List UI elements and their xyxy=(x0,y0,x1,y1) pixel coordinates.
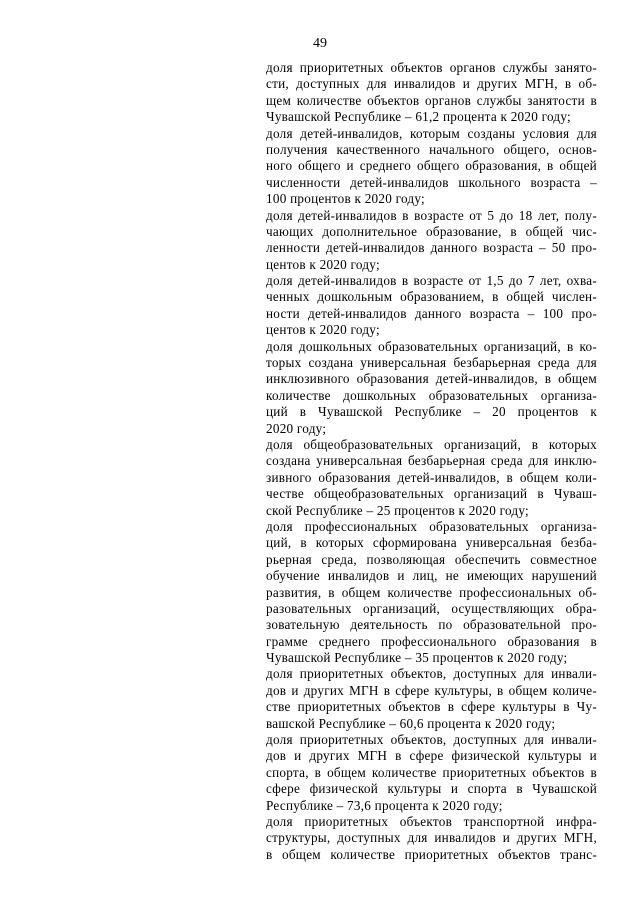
text-line: в общем количестве приоритетных объектов транс- xyxy=(266,846,597,862)
document-body xyxy=(266,60,597,863)
text-line: чающих дополнительное образование, в общей чис- xyxy=(266,223,597,239)
text-line: Республике – 73,6 процента к 2020 году; xyxy=(266,797,503,813)
text-line: доля дошкольных образовательных организаций, в ко- xyxy=(266,338,597,354)
text-line: ской Республике – 25 процентов к 2020 году; xyxy=(266,502,529,518)
text-line: центов к 2020 году; xyxy=(266,322,380,338)
text-line: доля приоритетных объектов, доступных для инвали- xyxy=(266,666,597,682)
text-line: честве общеобразовательных организаций в Чуваш- xyxy=(266,486,597,502)
text-line: доля приоритетных объектов, доступных для инвали- xyxy=(266,732,597,748)
text-line: грамме среднего профессионального образования в xyxy=(266,633,597,649)
text-line: доля профессиональных образовательных организа- xyxy=(266,518,597,534)
text-line: количестве дошкольных образовательных организа- xyxy=(266,387,597,403)
text-line: ленности детей-инвалидов данного возраста – 50 про- xyxy=(266,240,597,256)
text-line: зовательную деятельность по образовательной про- xyxy=(266,617,597,633)
text-line: 100 процентов к 2020 году; xyxy=(266,191,425,207)
text-line: дов и других МГН в сфере физической культуры и xyxy=(266,748,597,764)
text-line: развития, в общем количестве профессиональных об- xyxy=(266,584,597,600)
text-line: ций, в которых сформирована универсальная безба- xyxy=(266,535,597,551)
text-line: Чувашской Республике – 35 процентов к 2020 году; xyxy=(266,650,568,666)
text-line: стве приоритетных объектов в сфере культуры в Чу- xyxy=(266,699,597,715)
text-line: дов и других МГН в сфере культуры, в общем количе- xyxy=(266,682,597,698)
text-line: доля детей-инвалидов в возрасте от 1,5 до 7 лет, охва- xyxy=(266,273,597,289)
text-line: рьерная среда, позволяющая обеспечить совместное xyxy=(266,551,597,567)
page-number: 49 xyxy=(313,36,327,51)
text-line: доля приоритетных объектов органов службы занято- xyxy=(266,60,597,75)
text-line: сфере физической культуры и спорта в Чувашской xyxy=(266,781,597,797)
text-line: обучение инвалидов и лиц, не имеющих нарушений xyxy=(266,568,597,584)
text-line: Чувашской Республике – 61,2 процента к 2020 году; xyxy=(266,109,571,125)
text-line: вашской Республике – 60,6 процента к 2020 году; xyxy=(266,715,556,731)
text-line: структуры, доступных для инвалидов и других МГН, xyxy=(266,830,597,846)
text-line: щем количестве объектов органов службы занятости в xyxy=(266,92,597,108)
text-line: 2020 году; xyxy=(266,420,327,436)
text-line: торых создана универсальная безбарьерная среда для xyxy=(266,355,597,371)
text-line: доля детей-инвалидов в возрасте от 5 до 18 лет, полу- xyxy=(266,207,597,223)
text-line: спорта, в общем количестве приоритетных объектов в xyxy=(266,764,597,780)
text-line: ций в Чувашской Республике – 20 процентов к xyxy=(266,404,597,420)
text-line: создана универсальная безбарьерная среда для инклю- xyxy=(266,453,597,469)
text-line: доля приоритетных объектов транспортной инфра- xyxy=(266,813,597,829)
text-line: инклюзивного образования детей-инвалидов, в общем xyxy=(266,371,597,387)
text-line: ченных дошкольным образованием, в общей числен- xyxy=(266,289,597,305)
text-line: ного общего и среднего общего образования, в общей xyxy=(266,158,597,174)
text-line: разовательных организаций, осуществляющих обра- xyxy=(266,600,597,616)
text-line: численности детей-инвалидов школьного возраста – xyxy=(266,174,597,190)
text-line: зивного образования детей-инвалидов, в общем коли- xyxy=(266,469,597,485)
text-line: доля детей-инвалидов, которым созданы условия для xyxy=(266,125,597,141)
text-line: доля общеобразовательных организаций, в которых xyxy=(266,436,597,452)
text-line: получения качественного начального общего, основ- xyxy=(266,141,597,157)
text-line: сти, доступных для инвалидов и других МГН, в об- xyxy=(266,76,597,92)
text-line: ности детей-инвалидов данного возраста – 100 про- xyxy=(266,305,597,321)
text-line: центов к 2020 году; xyxy=(266,256,380,272)
